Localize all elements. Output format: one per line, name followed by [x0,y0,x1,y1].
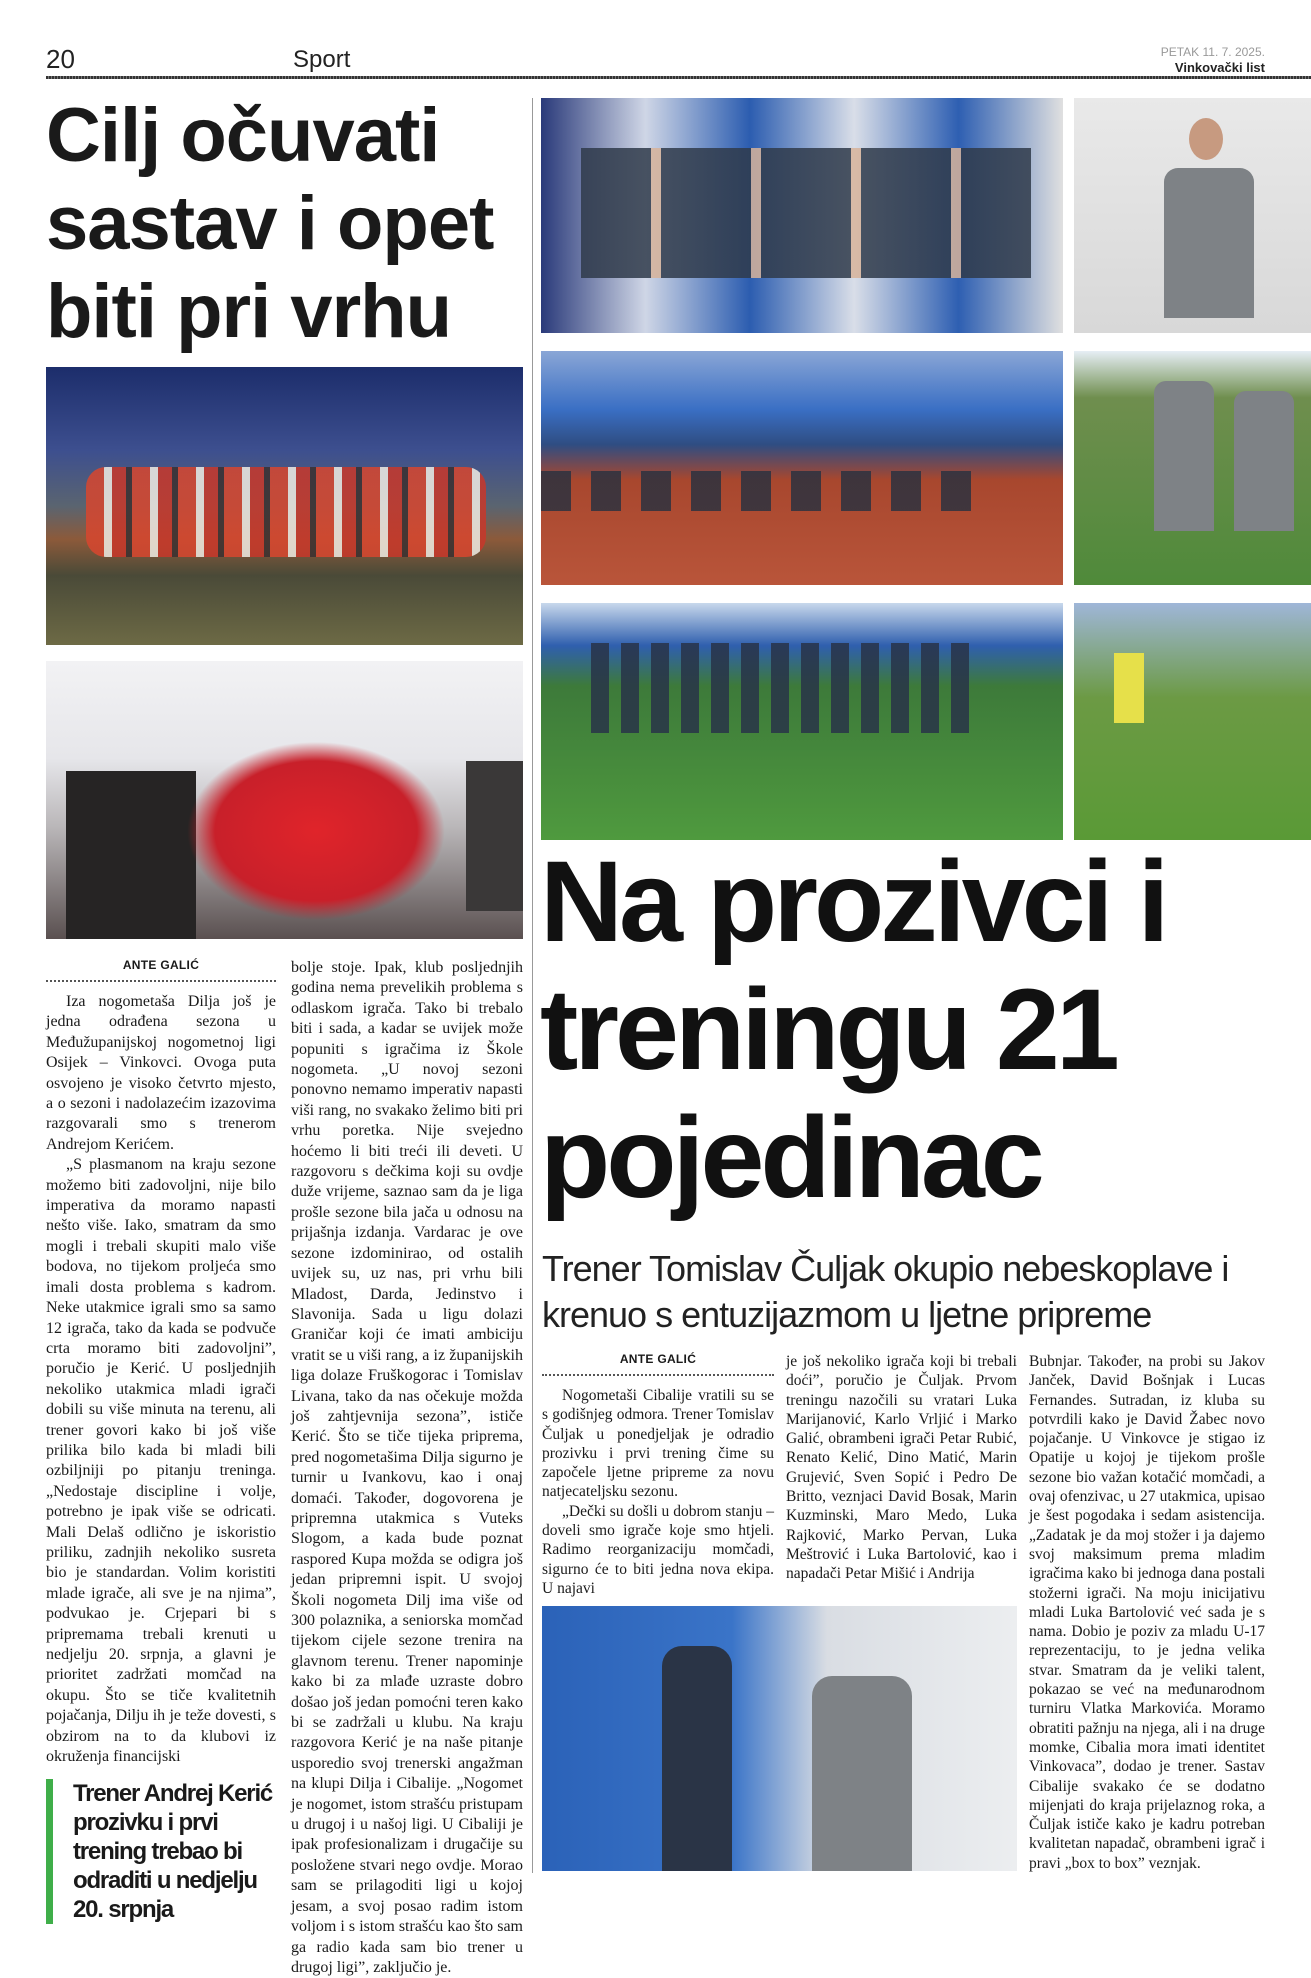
page-number: 20 [46,44,75,74]
article2-byline: ANTE GALIĆ [542,1352,774,1376]
issue-date: PETAK 11. 7. 2025. [1160,45,1265,59]
article2-subtitle: Trener Tomislav Čuljak okupio nebeskoplave i krenuo s entuzijazmom u ljetne pripreme [542,1248,1229,1335]
photo-coach-pointing [1074,603,1311,840]
article2-column-1 [542,1352,774,1598]
article1-headline: Cilj očuvati sastav i opet biti pri vrhu [46,93,494,354]
paragraph: Nogometaši Cibalije vratili su se s godišnjeg odmora. Trener Tomislav Čuljak u ponedjeljak je odradio prozivku i prvi trening čime su započele ljetne pripreme za novu natjecateljsku sezonu. [542,1387,774,1501]
paragraph: Bubnjar. Također, na probi su Jakov Janček, David Bošnjak i Lucas Fernandes. Sutradan, iz kluba su potvrdili kako je David Žabec novo pojačanje. U Vinkovce je stigao iz Opatije u kojoj je tijekom prošle sezone bio važan kotačić momčadi, a ovaj ofenzivac, u 27 utakmica, upisao je šest pogodaka i sedam asistencija. „Zadatak je da moj stožer i ja dajemo svoj maksimum prema mladim igračima kako bi jednoga dana postali stožerni igrači. Na moju inicijativu mladi Luka Bartolović već sada je s nama. Dobio je poziv za mladu U-17 reprezentaciju, to je jedna velika stvar. Smatram da je veliki talent, pokazao se već na međunarodnom turniru Vlatka Markovića. Moramo obratiti pažnju na njega, ali i na druge momke, Cibalia mora imati identitet Vinkovaca”, dodao je trener. Sastav Cibalije svakako će se dodatno mijenjati do kraja prijelaznog roka, a Čuljak ističe kako je kadru potreban kvalitetan napadač, obrambeni igrač i pravi „box to box” veznjak. [1029,1353,1265,1872]
article1-byline: ANTE GALIĆ [46,958,276,982]
photo-players-bench [541,98,1063,333]
paragraph: „S plasmanom na kraju sezone možemo biti zadovoljni, nije bilo imperativa da moramo napasti nešto više. Iako, smatram da smo mogli i trebali skupiti malo više bodova, no tijekom proljeća smo imali dosta problema s kadrom. Neke utakmice igrali smo sa samo 12 igrača, tako da kada se podvuče crta moramo biti zadovoljni”, poručio je Kerić. U posljednjih nekoliko utakmica mladi igrači dobili su više minuta na terenu, ali trener govori kako bi još više prilika bilo kada bi mladi bili ozbiljniji po pitanju treninga. „Nedostaje discipline i volje, potrebno je ipak više se odricati. Mali Delaš odlično je iskoristio priliku, zadnjih nekoliko susreta bio je standardan. Volim koristiti mlade igrače, ali sve je na njima”, podvukao je. Crjepari bi s pripremama trebali krenuti u nedjelju 20. srpnja, a glavni je prioritet zadržati momčad na okupu. Što se tiče kvalitetnih pojačanja, Dilju ih je teže dovesti, s obzirom na to da klubovi iz okruženja financijski [46,1156,276,1766]
header-rule [46,76,1311,79]
photo-team-night [46,367,523,645]
article1-column-2 [291,958,523,1978]
article2-column-2 [786,1352,1017,1598]
publication-name: Vinkovački list [1174,60,1265,75]
column-divider [532,98,533,1873]
photo-locker-handshake [542,1606,1017,1871]
photo-stretching-track [541,351,1063,585]
paragraph: je još nekoliko igrača koji bi trebali doći”, poručio je Čuljak. Prvom treningu nazočili su vratari Luka Marijanović, Karlo Vrljić i Marko Galić, obrambeni igrači Petar Rubić, Renato Kelić, Dino Matić, Marin Grujević, Sven Sopić i Pedro De Britto, veznjaci David Bosak, Marin Kuzminski, Maro Medo, Luka Rajković, Marko Pervan, Luka Meštrović i Luka Bartolović, kao i napadači Petar Mišić i Andrija [786,1353,1017,1583]
paragraph: „Dečki su došli u dobrom stanju – doveli smo igrače koje smo htjeli. Radimo reorganizaciju momčadi, sigurno će to biti jedna nova ekipa. U najavi [542,1502,774,1597]
article2-column-3 [1029,1352,1265,1873]
paragraph: bolje stoje. Ipak, klub posljednjih godina nema prevelikih problema s odlaskom igrača. Tako bi trebalo biti i sada, a kadar se uvijek može popuniti s igračima iz Škole nogometa. „U novoj sezoni ponovno nemamo imperativ napasti viši rang, no svakako želimo biti pri vrhu poretka. Nije svejedno hoćemo li biti treći ili deveti. U razgovoru s dečkima koji su ovdje duže vrijeme, saznao sam da je liga prošle sezone bila jača u odnosu na prijašnja izdanja. Vardarac je ove sezone izdominirao, od ostalih uvijek su, uz nas, pri vrhu bili Mladost, Darda, Jedinstvo i Slavonija. Sada u ligu dolazi Graničar koji će imati ambiciju vratit se u viši rang, a iz županijskih liga dolaze Fruškogorac i Tomislav Livana, tako da nas očekuje možda još zahtjevnija sezona”, ističe Kerić. Što se tiče tijeka priprema, pred nogometašima Dilja sigurno je turnir u Ivankovu, kao i onaj domaći. Također, dogovorena je pripremna utakmica s Vuteks Slogom, a kada bude poznat raspored Kupa možda se odigra još jedan pripremni ispit. U svojoj Školi nogometa Dilj ima više od 300 polaznika, a seniorska momčad tijekom cijele sezone trenira na glavnom terenu. Trener napominje kako bi za mlađe uzraste dobro došao još jedan pomoćni teren kako bi se zadržali u klubu. Na kraju razgovora Kerić je na naše pitanje usporedio svoj trenerski angažman na klupi Dilja i Cibalije. „Nogomet je nogomet, istom strašću pristupam u drugoj i u našoj ligi. U Cibaliji je ipak profesionalizam i drugačije su posložene stvari nego ovdje. Morao sam se prilagoditi ligi u kojoj jesam, a svoj posao radim istom voljom i s istom strašću kao što sam ga radio kada sam bio trener u drugoj ligi”, zaključio je. [291,959,523,1976]
article1-column-1 [46,958,276,1924]
pull-quote: Trener Andrej Kerić prozivku i prvi trening trebao bi odraditi u nedjelju 20. srpnja [46,1779,281,1924]
article2-left-block [542,1352,1017,1871]
section-title: Sport [293,46,351,73]
paragraph: Iza nogometaša Dilja još je jedna odrađena sezona u Međužupanijskoj nogometnoj ligi Osijek – Vinkovci. Ovoga puta osvojeno je visoko četvrto mjesto, a o sezoni i nadolazećim izazovima razgovarali smo s trenerom Andrejom Kerićem. [46,993,276,1153]
photo-coach-portrait [1074,98,1311,333]
article2-headline: Na prozivci i treningu 21 pojedinac [540,838,1166,1222]
photo-running-pitch [541,603,1063,840]
photo-coaches-pitch [1074,351,1311,585]
photo-locker-celebration [46,661,523,939]
